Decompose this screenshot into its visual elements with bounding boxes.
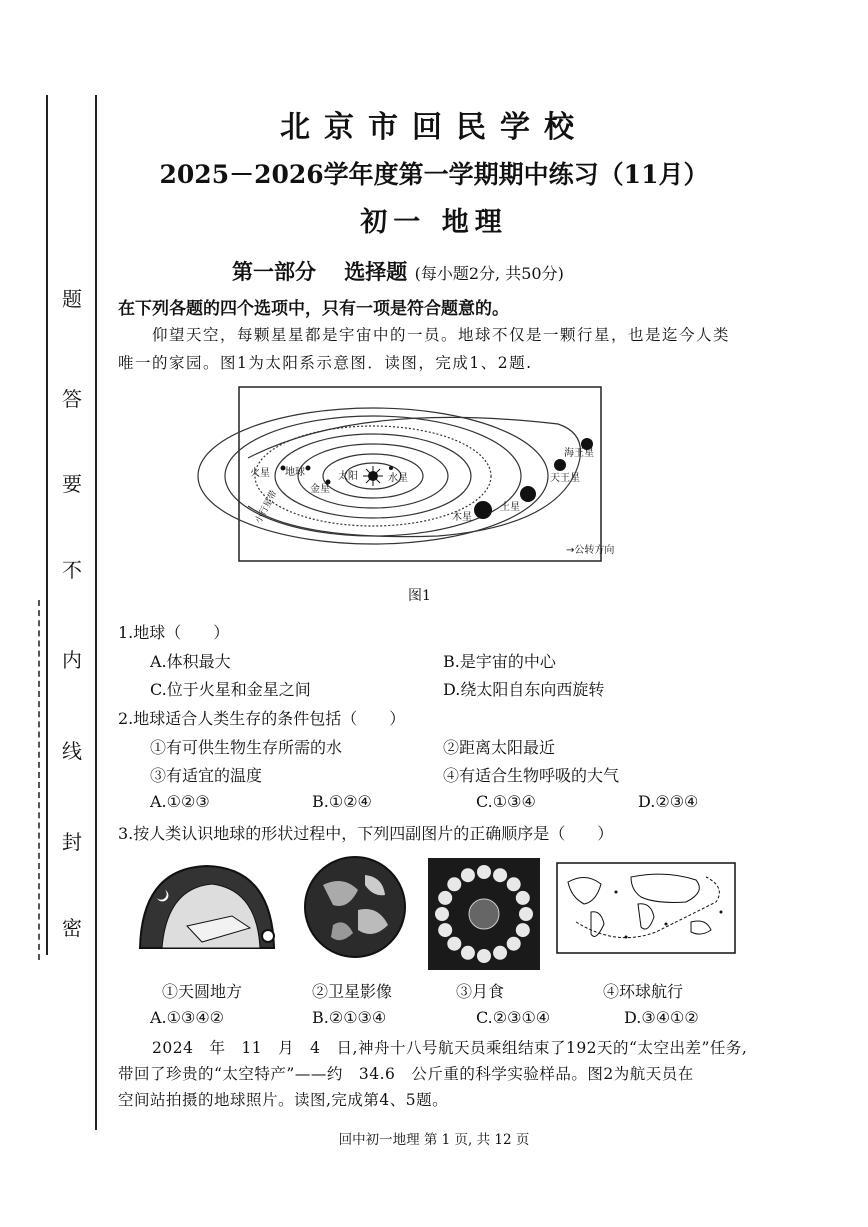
q2-option-d: D.②③④	[638, 792, 699, 811]
seal-char-8: 密	[62, 916, 82, 940]
seal-char-2: 答	[62, 387, 82, 411]
section-instruction: 在下列各题的四个选项中，只有一项是符合题意的。	[118, 299, 509, 319]
label-neptune: 海王星	[564, 448, 594, 459]
q2-option-a: A.①②③	[150, 792, 210, 811]
passage1-line2: 唯一的家园。图1为太阳系示意图．读图，完成1、2题.	[118, 354, 533, 372]
satellite-earth-image	[303, 855, 407, 959]
q1-option-c: C.位于火星和金星之间	[150, 680, 311, 699]
section-score-note: (每小题2分, 共50分)	[414, 264, 564, 283]
q2-statement-3: ③有适宜的温度	[150, 766, 263, 785]
q3-option-c: C.②③①④	[476, 1008, 551, 1027]
seal-char-4: 不	[62, 558, 82, 582]
q1-option-b: B.是宇宙的中心	[443, 652, 556, 671]
seal-char-3: 要	[62, 472, 82, 496]
q1-stem: 1.地球（ ）	[118, 623, 230, 642]
dome-sky-image	[132, 858, 282, 956]
seal-char-1: 题	[62, 287, 82, 311]
exam-title: 2025－2026学年度第一学期期中练习（11月）	[159, 160, 709, 189]
sun-icon	[363, 466, 383, 486]
label-jupiter: 木星	[452, 512, 472, 523]
q2-statement-1: ①有可供生物生存所需的水	[150, 738, 343, 757]
binding-line-dashed	[38, 600, 40, 960]
label-uranus: 天王星	[550, 473, 580, 484]
label-mercury: 水星	[388, 473, 408, 484]
passage2-line1: 2024 年 11 月 4 日,神舟十八号航天员乘组结束了192天的“太空出差”任务,	[152, 1039, 748, 1057]
binding-line-right	[95, 95, 97, 1130]
passage2-line3: 空间站拍摄的地球照片。读图,完成第4、5题。	[118, 1091, 449, 1109]
binding-line-left	[46, 95, 48, 955]
subject-title: 初一 地理	[360, 207, 508, 238]
moon-phase-icon	[477, 949, 491, 963]
moon-phase-icon	[516, 923, 530, 937]
label-asteroid-belt: 小行星带	[253, 488, 280, 526]
moon-phase-icon	[507, 877, 521, 891]
passage1-line1: 仰望天空，每颗星星都是宇宙中的一员。地球不仅是一颗行星，也是迄今人类	[152, 326, 731, 344]
seal-char-7: 封	[62, 830, 82, 854]
moon-phase-icon	[461, 868, 475, 882]
moon-phase-icon	[461, 946, 475, 960]
school-title: 北京市回民学校	[280, 110, 588, 145]
seal-char-6: 线	[62, 739, 82, 763]
label-venus: 金星	[310, 484, 330, 495]
q2-statement-2: ②距离太阳最近	[443, 738, 556, 757]
figure1-caption: 图1	[408, 588, 431, 604]
moon-phase-icon	[519, 907, 533, 921]
section-title	[232, 256, 564, 286]
label-revolution-direction: →公转方向	[566, 545, 615, 556]
moon-phase-icon	[516, 891, 530, 905]
q3-stem: 3.按人类认识地球的形状过程中，下列四副图片的正确顺序是（ ）	[118, 824, 614, 843]
q2-statement-4: ④有适合生物呼吸的大气	[443, 766, 620, 785]
label-saturn: 土星	[500, 502, 520, 513]
moon-phase-icon	[477, 865, 491, 879]
q3-image4-label: ④环球航行	[603, 982, 684, 1001]
lunar-eclipse-image	[428, 858, 540, 970]
q1-option-a: A.体积最大	[150, 652, 231, 671]
moon-phase-icon	[493, 868, 507, 882]
label-sun: 太阳	[338, 471, 358, 482]
world-map-navigation-image	[556, 862, 736, 954]
q3-image2-label: ②卫星影像	[312, 982, 393, 1001]
q1-option-d: D.绕太阳自东向西旋转	[443, 680, 605, 699]
q2-option-c: C.①③④	[476, 792, 536, 811]
moon-phase-icon	[438, 923, 452, 937]
label-earth: 地球	[285, 467, 305, 478]
moon-phase-icon	[493, 946, 507, 960]
page-footer: 回中初一地理 第 1 页, 共 12 页	[338, 1132, 530, 1148]
q3-option-a: A.①③④②	[150, 1008, 225, 1027]
seal-char-5: 内	[62, 648, 82, 672]
moon-phase-icon	[447, 877, 461, 891]
moon-phase-icon	[438, 891, 452, 905]
section-title-text: 第一部分 选择题	[232, 259, 408, 284]
label-mars: 火星	[250, 468, 270, 479]
q3-option-d: D.③④①②	[624, 1008, 699, 1027]
q2-stem: 2.地球适合人类生存的条件包括（ ）	[118, 709, 406, 728]
solar-system-figure	[238, 386, 615, 562]
q3-image1-label: ①天圆地方	[162, 982, 243, 1001]
q3-image3-label: ③月食	[456, 982, 505, 1001]
moon-phase-icon	[507, 937, 521, 951]
q2-option-b: B.①②④	[312, 792, 372, 811]
moon-phase-icon	[435, 907, 449, 921]
moon-phase-icon	[447, 937, 461, 951]
q3-option-b: B.②①③④	[312, 1008, 387, 1027]
passage2-line2: 带回了珍贵的“太空特产”——约 34.6 公斤重的科学实验样品。图2为航天员在	[118, 1065, 694, 1083]
